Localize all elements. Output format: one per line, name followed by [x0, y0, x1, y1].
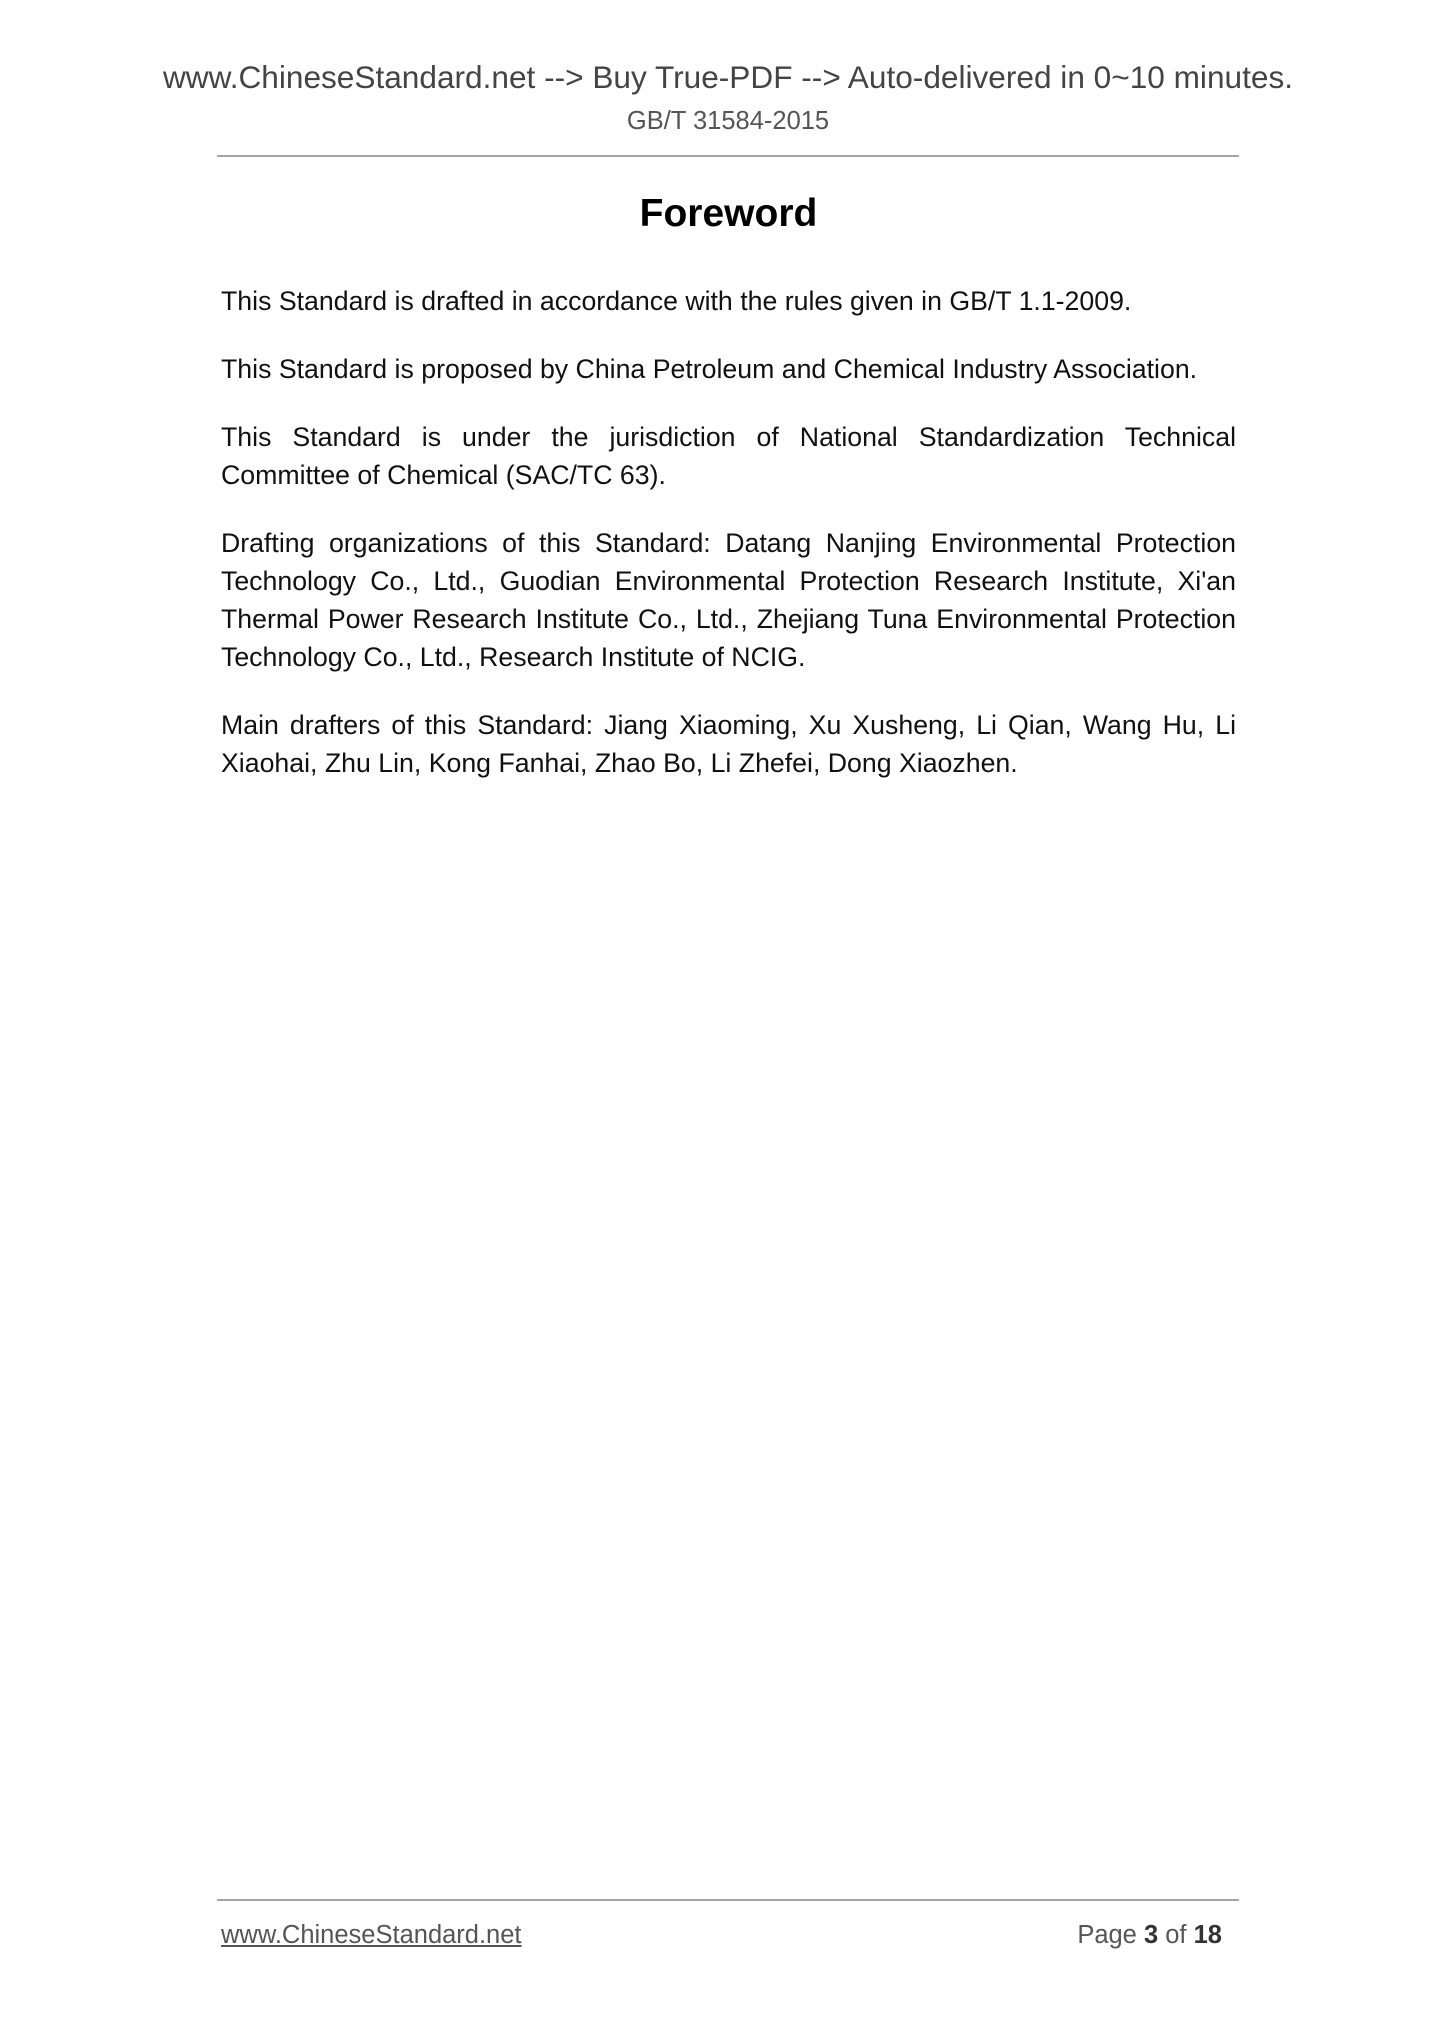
page-label: Page: [1077, 1921, 1137, 1949]
page-title: Foreword: [639, 192, 818, 235]
standard-code: GB/T 31584-2015: [626, 107, 830, 135]
foreword-paragraph-drafting-rules: This Standard is drafted in accordance with the rules given in GB/T 1.1-2009.: [221, 286, 1132, 316]
foreword-paragraph-drafting-organizations: Drafting organizations of this Standard: Datang Nanjing Environmental Protection Technology Co., Ltd., Guodian Environmental Protection Research Institute, Xi'an Thermal Power Research Institute Co., Ltd., Zhejiang Tuna Environmental Protection Technology Co., Ltd., Research Institute of NCIG.: [221, 528, 1236, 672]
page-of-label: of: [1165, 1921, 1187, 1949]
footer-site-link[interactable]: www.ChineseStandard.net: [221, 1921, 522, 1949]
footer-divider: [217, 1899, 1239, 1901]
foreword-paragraph-proposer: This Standard is proposed by China Petroleum and Chemical Industry Association.: [221, 354, 1198, 384]
header-banner: www.ChineseStandard.net --> Buy True-PDF --> Auto-delivered in 0~10 minutes.: [162, 59, 1294, 95]
header-divider: [217, 155, 1239, 157]
page-indicator: [1077, 1920, 1222, 1950]
foreword-paragraph-jurisdiction: This Standard is under the jurisdiction of National Standardization Technical Committee of Chemical (SAC/TC 63).: [221, 422, 1236, 490]
foreword-paragraph-main-drafters: Main drafters of this Standard: Jiang Xiaoming, Xu Xusheng, Li Qian, Wang Hu, Li Xiaohai, Zhu Lin, Kong Fanhai, Zhao Bo, Li Zhefei, Dong Xiaozhen.: [221, 710, 1236, 778]
page-total-number: 18: [1193, 1921, 1222, 1949]
foreword-body: [221, 282, 1236, 812]
page-current-number: 3: [1143, 1921, 1159, 1949]
